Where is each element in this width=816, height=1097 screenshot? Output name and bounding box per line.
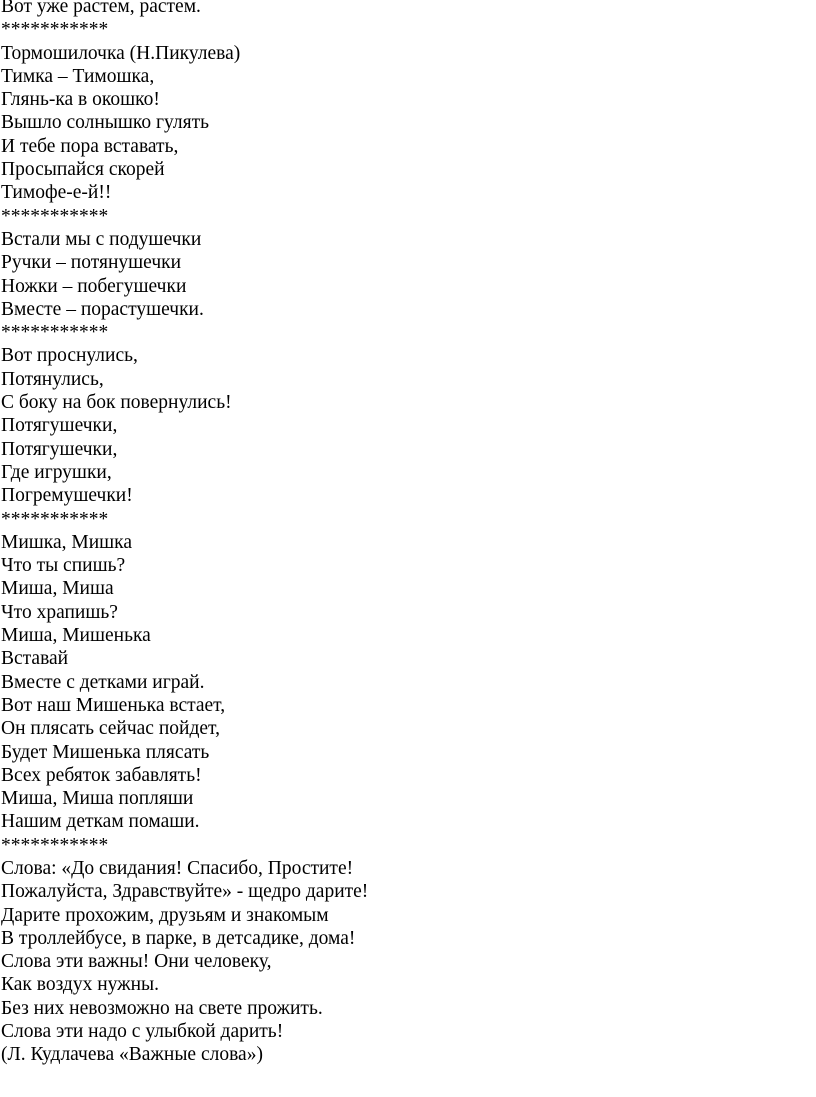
text-line: Тимка – Тимошка, [1,65,155,87]
text-line: Что ты спишь? [1,555,126,577]
section-separator: *********** [1,834,109,856]
text-line: Будет Мишенька плясать [1,741,210,763]
text-line: Вместе – порастушечки. [1,298,204,320]
text-line: Где игрушки, [1,461,112,483]
text-line: Погремушечки! [1,485,133,507]
text-line: Потягушечки, [1,438,118,460]
text-line: Дарите прохожим, друзьям и знакомым [1,904,329,926]
text-line: Миша, Мишенька [1,625,151,647]
text-line: Тимофе-е-й!! [1,182,112,204]
poem-text-block [1,0,368,1067]
text-line: Потягушечки, [1,415,118,437]
text-line: Вставай [1,648,69,670]
text-line: Как воздух нужны. [1,974,160,996]
text-line: Слова: «До свидания! Спасибо, Простите! [1,857,354,879]
section-separator: *********** [1,19,109,41]
text-line: Вот уже растем, растем. [1,0,201,17]
text-line: Вот проснулись, [1,345,138,367]
text-line: Ручки – потянушечки [1,252,182,274]
text-line: Он плясать сейчас пойдет, [1,718,220,740]
text-line: Вот наш Мишенька встает, [1,694,226,716]
section-separator: *********** [1,205,109,227]
text-line: Вместе с детками играй. [1,671,205,693]
text-line: Глянь-ка в окошко! [1,89,160,111]
text-line: В троллейбусе, в парке, в детсадике, дома! [1,927,356,949]
text-line: Пожалуйста, Здравствуйте» - щедро дарите! [1,881,369,903]
text-line: Слова эти важны! Они человеку, [1,951,272,973]
text-line: И тебе пора вставать, [1,135,179,157]
section-separator: *********** [1,322,109,344]
text-line: Слова эти надо с улыбкой дарить! [1,1021,284,1043]
text-line: (Л. Кудлачева «Важные слова») [1,1044,263,1066]
text-line: Мишка, Мишка [1,531,132,553]
text-line: Нашим деткам помаши. [1,811,200,833]
text-line: Что храпишь? [1,601,118,623]
text-line: Потянулись, [1,368,104,390]
text-line: С боку на бок повернулись! [1,392,232,414]
text-line: Встали мы с подушечки [1,228,202,250]
text-line: Тормошилочка (Н.Пикулева) [1,42,241,64]
text-line: Миша, Миша [1,578,114,600]
text-line: Всех ребяток забавлять! [1,764,202,786]
text-line: Вышло солнышко гулять [1,112,210,134]
text-line: Без них невозможно на свете прожить. [1,997,323,1019]
section-separator: *********** [1,508,109,530]
text-line: Просыпайся скорей [1,159,165,181]
text-line: Миша, Миша попляши [1,788,194,810]
text-line: Ножки – побегушечки [1,275,187,297]
